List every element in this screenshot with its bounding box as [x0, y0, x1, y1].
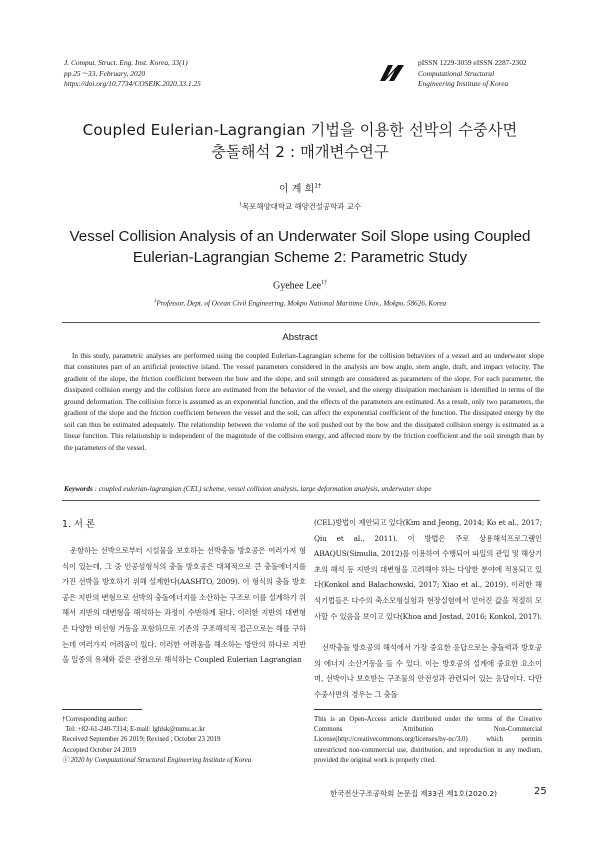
journal-citation [64, 58, 324, 90]
affiliation-ko-sup: 1 [238, 201, 243, 208]
section-heading-introduction: 1. 서 론 [62, 519, 96, 530]
author-ko-name: 이 계 희 [278, 184, 315, 195]
footnote-rule-left [62, 709, 142, 710]
author-korean [40, 180, 560, 195]
doi-link[interactable]: https://doi.org/10.7734/COSEIK.2020.33.1.25 [64, 79, 201, 89]
footnote-line: Tel: +82-61-240-7314; E-mail: lghlsk@mmu.ac.kr [62, 726, 206, 734]
keywords-line [64, 485, 544, 493]
page-number: 25 [534, 786, 547, 797]
journal-line: J. Comput. Struct. Eng. Inst. Korea, 33(1) [64, 58, 188, 67]
keywords-text: : coupled eulerian-lagrangian (CEL) scheme, vessel collision analysis, large deformation analysis, underwater slope [92, 485, 432, 493]
body-text-right-column: (CEL)방법이 제안되고 있다(Kim and Jeong, 2014; Ko et al., 2017; Qiu et al., 2011). 이 방법은 주로 상용해석프로그램인 ABAQUS(Simulia, 2012)를 이용하여 수행되어 파일의 관입 및 해상기초의 해석 등 지반의 대변형을 고려해야 하는 다양한 분야에 적용되고 있다(Konkol and Balachowski, 2017; Xiao et al., 2019). 이러한 해석기법들은 다수의 축소모형실험과 현장실험에서 얻어진 값을 적절히 모사할 수 있음을 보이고 있다(Khoa and Jostad, 2016; Konkol, 2017). [314, 518, 542, 621]
title-en-line-2: Eulerian-Lagrangian Scheme 2: Parametric Study [132, 249, 468, 266]
cosei-logo-icon [378, 61, 406, 85]
affiliation-en-sup: 1 [153, 299, 157, 304]
journal-footer: 한국전산구조공학회 논문집 제33권 제1호(2020.2) [330, 789, 498, 798]
abstract-top-rule [62, 322, 540, 323]
footnote-line: Accepted October 24 2019 [62, 746, 137, 754]
publisher-line: Engineering Institute of Korea [418, 79, 509, 89]
author-en-name: Gyehee Lee [272, 280, 322, 292]
title-ko-line-1: Coupled Eulerian-Lagrangian 기법을 이용한 선박의 수중사면 [82, 121, 518, 139]
footnote-line: †Corresponding author: [62, 716, 128, 723]
body-text-left-column: 운항하는 선박으로부터 시설물을 보호하는 선박충돌 방호공은 여러가지 형식이 있는데, 그 중 인공섬형식의 충돌 방호공은 대체적으로 큰 충돌에너지를 가진 선박을 방호하기 위해 설계한다(AASHTO, 2009). 이 형식의 충돌 방호공은 지반의 변형으로 선박의 충돌에너지를 소산하는 구조로 이를 설계하기 위해서 지반의 대변형을 해석하는 과정이 수반하게 된다. 이러한 지반의 대변형은 다양한 비선형 거동을 포함하므로 기존의 구조해석적 접근으로는 해를 구하는데 여러가지 어려움이 있다. 이러한 어려움을 해소하는 방안의 하나로 지반을 일종의 유체와 같은 관점으로 해석하는 Coupled Eulerian Lagrangian [62, 546, 306, 665]
license-footnote: This is an Open-Access article distributed under the terms of the Creative Commons Attribution Non-Commercial License(http://creativecommons.org/licenses/by-nc/3.0) which permits unrestricted non-commercial use, distribution, and reproduction in any medium, provided the original work is properly cited. [314, 716, 542, 764]
author-en-sup: 1† [321, 280, 328, 286]
paper-title-korean [40, 119, 560, 163]
footnote-rule-right [314, 709, 542, 710]
abstract-bottom-rule [62, 500, 540, 501]
keywords-label: Keywords [64, 485, 93, 493]
journal-line: pp.25～33, February, 2020 [64, 68, 146, 78]
paper-title-english [40, 226, 560, 268]
issn-block [418, 58, 568, 90]
publisher-line: Computational Structural [418, 68, 495, 78]
author-english [40, 280, 560, 291]
abstract-heading: Abstract [282, 332, 318, 343]
footnote-line: Received September 26 2019; Revised ; October 23 2019 [62, 736, 221, 744]
correspondence-footnote [62, 715, 302, 766]
issn-line: pISSN 1229-3059 eISSN 2287-2302 [418, 58, 527, 67]
affiliation-en-text: Professor, Dept. of Ocean Civil Engineering, Mokpo National Maritime Univ., Mokpo, 58626, Korea [156, 299, 447, 308]
title-en-line-1: Vessel Collision Analysis of an Underwater Soil Slope using Coupled [69, 228, 531, 245]
affiliation-korean [40, 201, 560, 212]
footnote-line: ⓒ 2020 by Computational Structural Engineering Institute of Korea [62, 756, 252, 764]
abstract-body: In this study, parametric analyses are performed using the coupled Eulerian-Lagrangian scheme for the collision behaviors of a vessel and an underwater slope that constitutes part of an artificial protective island. The vessel parameters considered in the analysis are bow angle, stem angle, draft, and impact velocity. The gradient of the slope, the friction coefficient between the bow and the slope, and soil strength are considered as parameters of the slope. For each parameter, the dissipated collision energy and the collision force are estimated from the behavior of the vessel, and the energy dissipation mechanism is identified in terms of the ground deformation. The collision force is assumed as an exponential function, and the effects of the parameters are estimated. As a result, only two parameters, the gradient of the slope and the friction coefficient between the vessel and the soil, can affect the exponential coefficient of the function. The dissipated energy by the soil can thus be estimated adequately. The relationship between the volume of the soil pushed out by the bow and the dissipated collision energy is estimated as a linear function. This relationship is independent of the magnitude of the collision energy, and affected more by the friction coefficient and the soil strength than by the parameters of the vessel. [64, 352, 544, 452]
affiliation-ko-text: 목포해양대학교 해양건설공학과 교수 [242, 202, 362, 211]
affiliation-english [40, 299, 560, 307]
author-ko-sup: 1† [314, 182, 322, 190]
title-ko-line-2: 충돌해석 2 : 매개변수연구 [211, 143, 389, 161]
body-text-right-column-paragraph-2: 선박충돌 방호공의 해석에서 가장 중요한 응답으로는 충돌력과 방호공의 에너지 소산거동을 들 수 있다. 이는 방호공의 설계에 중요한 요소이며, 선박이나 보호받는 구조물의 안전성과 관련되어 있는 응답이다. 다만 수중사면의 경우는 그 충돌 [314, 643, 542, 699]
